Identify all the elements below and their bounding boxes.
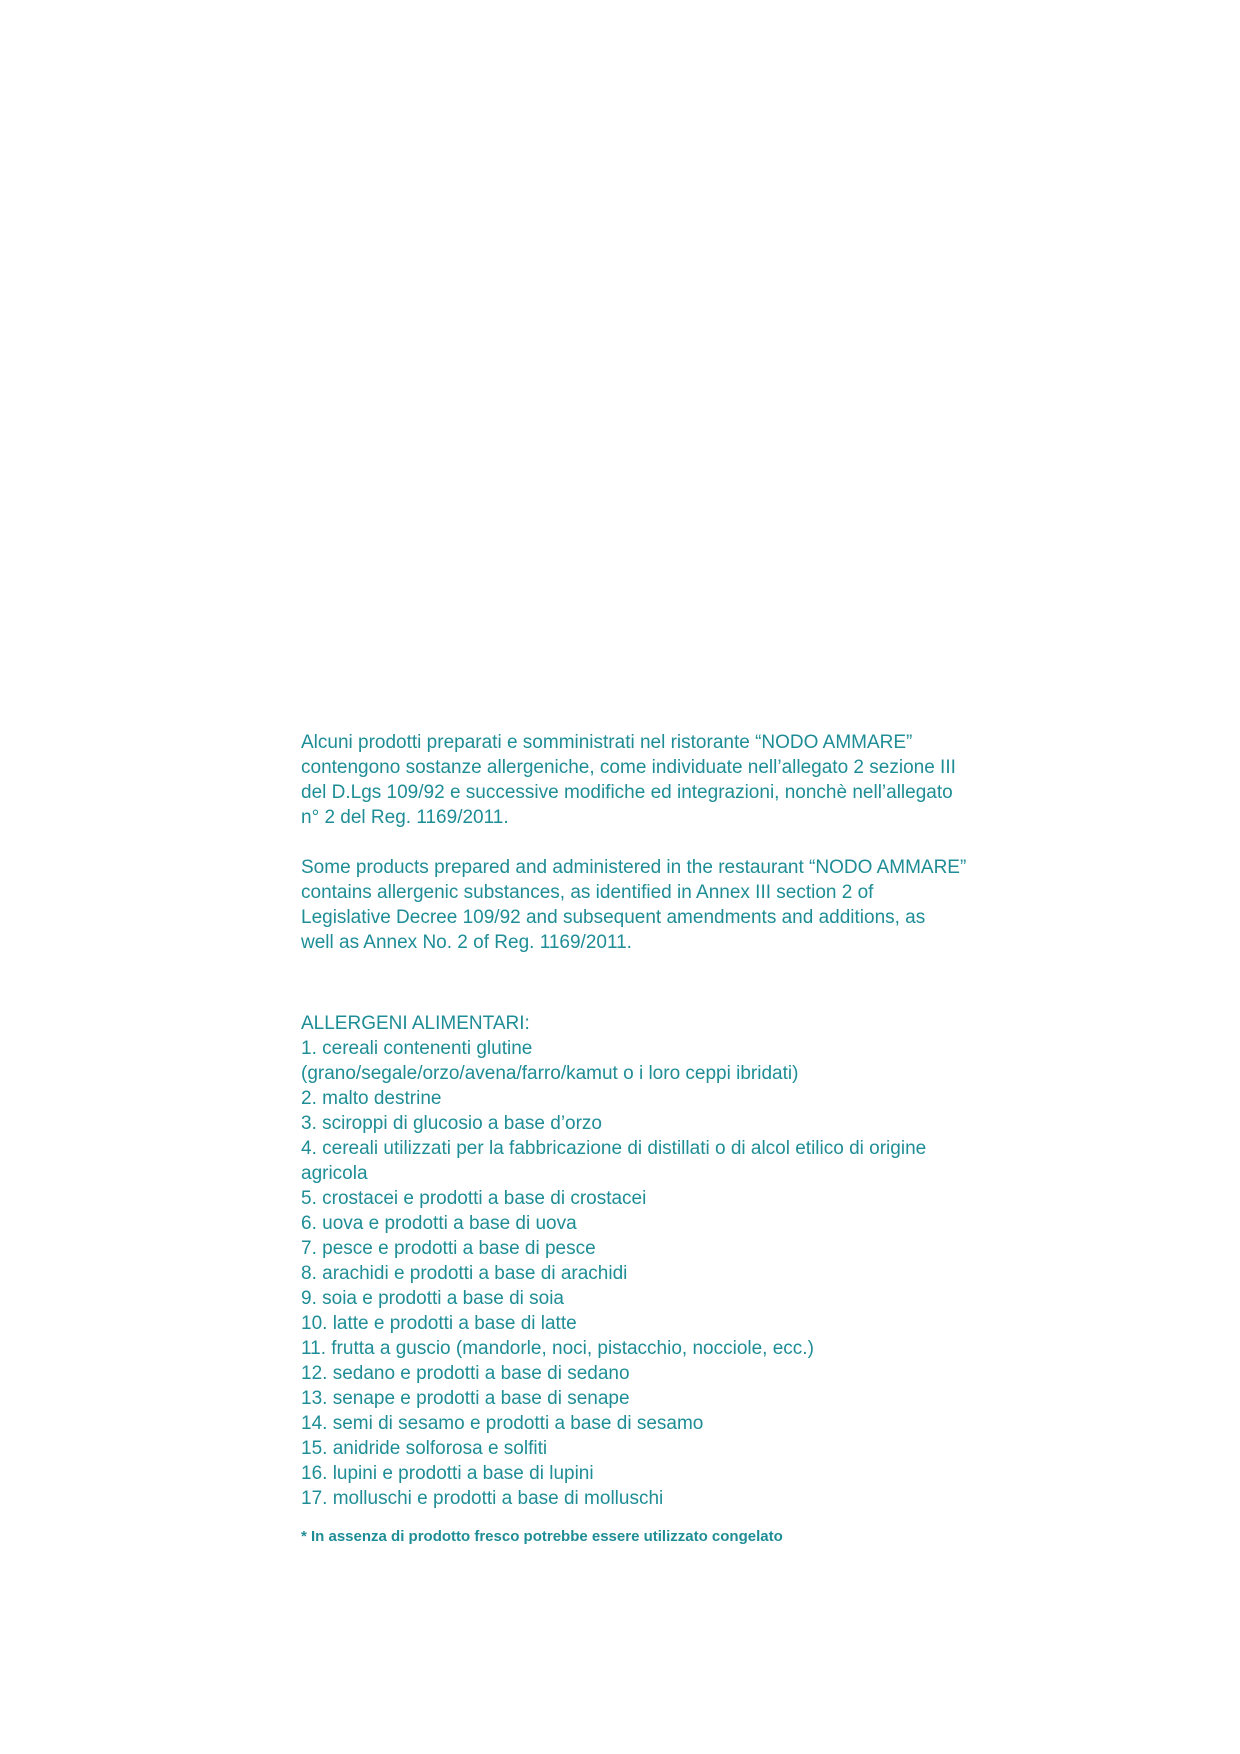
allergens-title: ALLERGENI ALIMENTARI: (301, 1013, 530, 1034)
frozen-product-footnote: * In assenza di prodotto fresco potrebbe essere utilizzato congelato (301, 1528, 783, 1545)
allergen-notice (301, 730, 1061, 1562)
list-item: 8. arachidi e prodotti a base di arachidi (301, 1263, 628, 1284)
list-item: 7. pesce e prodotti a base di pesce (301, 1238, 596, 1259)
list-item: 5. crostacei e prodotti a base di crostacei (301, 1188, 647, 1209)
list-item: 9. soia e prodotti a base di soia (301, 1288, 565, 1309)
allergen-list (301, 1036, 1061, 1511)
intro-italian: Alcuni prodotti preparati e somministrati nel ristorante “NODO AMMARE” contengono sostanze allergeniche, come individuate nell’allegato 2 sezione III del D.Lgs 109/92 e successive modifiche ed integrazioni, nonchè nell’allegato n° 2 del Reg. 1169/2011. (301, 732, 956, 828)
list-item: 13. senape e prodotti a base di senape (301, 1388, 630, 1409)
list-item: agricola (301, 1163, 368, 1184)
list-item: 2. malto destrine (301, 1088, 442, 1109)
list-item: (grano/segale/orzo/avena/farro/kamut o i loro ceppi ibridati) (301, 1063, 799, 1084)
list-item: 15. anidride solforosa e solfiti (301, 1438, 548, 1459)
allergens-section (301, 1011, 1061, 1511)
list-item: 17. molluschi e prodotti a base di molluschi (301, 1488, 664, 1509)
list-item: 10. latte e prodotti a base di latte (301, 1313, 577, 1334)
list-item: 6. uova e prodotti a base di uova (301, 1213, 577, 1234)
intro-english: Some products prepared and administered in the restaurant “NODO AMMARE” contains allergenic substances, as identified in Annex III section 2 of Legislative Decree 109/92 and subsequent amendments and additions, as well as Annex No. 2 of Reg. 1169/2011. (301, 857, 967, 953)
list-item: 12. sedano e prodotti a base di sedano (301, 1363, 630, 1384)
list-item: 11. frutta a guscio (mandorle, noci, pistacchio, nocciole, ecc.) (301, 1338, 814, 1359)
list-item: 4. cereali utilizzati per la fabbricazione di distillati o di alcol etilico di origine (301, 1138, 927, 1159)
list-item: 14. semi di sesamo e prodotti a base di sesamo (301, 1413, 704, 1434)
list-item: 3. sciroppi di glucosio a base d’orzo (301, 1113, 603, 1134)
list-item: 1. cereali contenenti glutine (301, 1038, 533, 1059)
list-item: 16. lupini e prodotti a base di lupini (301, 1463, 594, 1484)
